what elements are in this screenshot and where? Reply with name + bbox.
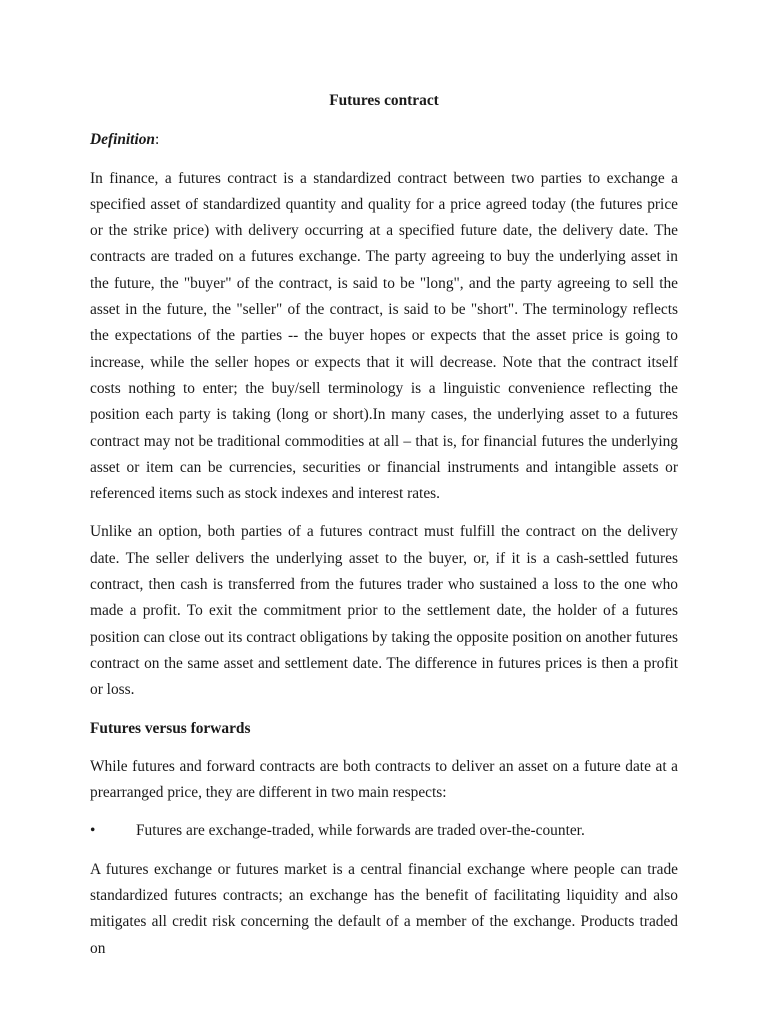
bullet-icon: • <box>90 822 96 840</box>
settlement-paragraph: Unlike an option, both parties of a futures contract must fulfill the contract on the delivery date. The seller delivers the underlying asset to the buyer, or, if it is a cash-settled futures contract, then cash is transferred from the futures trader who sustained a loss to the one who made a profit. To exit the commitment prior to the settlement date, the holder of a futures position can close out its contract obligations by taking the opposite position on another futures contract on the same asset and settlement date. The difference in futures prices is then a profit or loss. <box>90 523 678 699</box>
definition-label: Definition <box>90 131 155 149</box>
exchange-paragraph: A futures exchange or futures market is a central financial exchange where people can trade standardized futures contracts; an exchange has the benefit of facilitating liquidity and also mitigates all credit risk concerning the default of a member of the exchange. Products traded on <box>90 860 678 957</box>
section-heading-futures-vs-forwards: Futures versus forwards <box>90 719 251 737</box>
definition-colon: : <box>155 131 160 149</box>
list-item <box>90 818 678 844</box>
definition-paragraph: In finance, a futures contract is a standardized contract between two parties to exchange a specified asset of standardized quantity and quality for a price agreed today (the futures price or the strike price) with delivery occurring at a specified future date, the delivery date. The contracts are traded on a futures exchange. The party agreeing to buy the underlying asset in the future, the "buyer" of the contract, is said to be "long", and the party agreeing to sell the asset in the future, the "seller" of the contract, is said to be "short". The terminology reflects the expectations of the parties -- the buyer hopes or expects that the asset price is going to increase, while the seller hopes or expects that it will decrease. Note that the contract itself costs nothing to enter; the buy/sell terminology is a linguistic convenience reflecting the position each party is taking (long or short).In many cases, the underlying asset to a futures contract may not be traditional commodities at all – that is, for financial futures the underlying asset or item can be currencies, securities or financial instruments and intangible assets or referenced items such as stock indexes and interest rates. <box>90 169 678 503</box>
definition-heading <box>90 127 678 153</box>
document-body <box>90 88 678 974</box>
bullet-text: Futures are exchange-traded, while forwards are traded over-the-counter. <box>136 822 585 840</box>
comparison-paragraph: While futures and forward contracts are both contracts to deliver an asset on a future date at a prearranged price, they are different in two main respects: <box>90 757 678 802</box>
document-title: Futures contract <box>329 92 439 109</box>
